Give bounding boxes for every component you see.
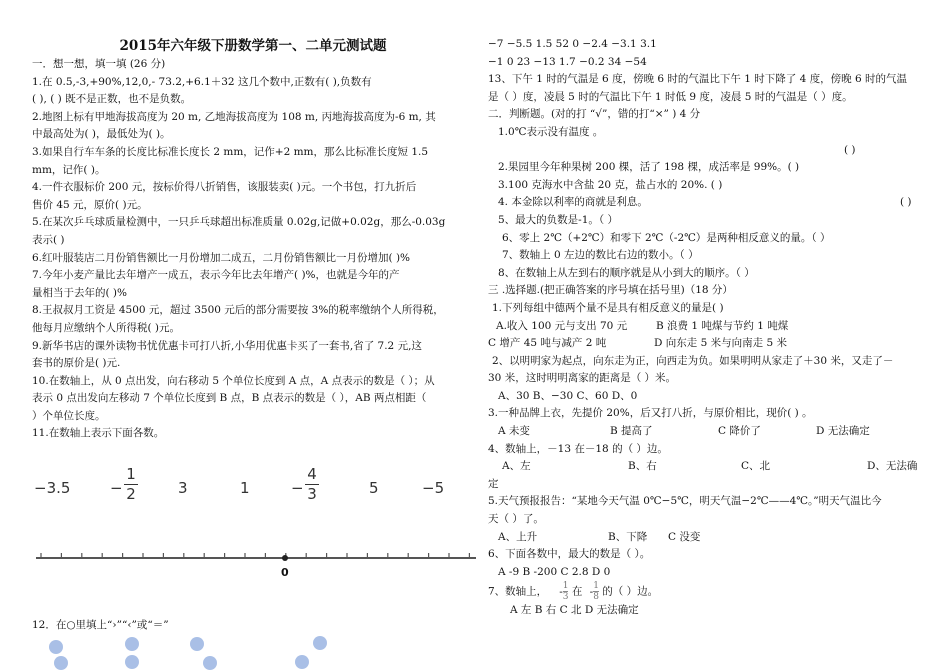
number-label: 1 [240, 479, 250, 497]
judge-8: 8、在数轴上从左到右的顺序就是从小到大的顺序。（ ） [498, 266, 755, 279]
choice-3-option-b: B 提高了 [610, 425, 653, 438]
section-1-heading: 一．想一想，填一填 (26 分) [32, 58, 166, 70]
choice-3-option-c: C 降价了 [718, 425, 761, 438]
choice-7 [488, 581, 928, 602]
question-10-cont: 表示 0 点出发向左移动 7 个单位长度到 B 点，B 点表示的数是（ ），AB 两点相距（ [32, 392, 427, 405]
number-label: 3 [178, 479, 188, 497]
question-9: 9.新华书店的课外读物书忧优惠卡可打八折,小华用优惠卡买了一套书,省了 7.2 元,这 [32, 339, 422, 352]
fraction-numerator: 1 [562, 581, 569, 592]
number-label: 5 [369, 479, 379, 497]
question-9-cont: 套书的原价是( )元. [32, 357, 121, 370]
number-label: − [291, 479, 304, 497]
choice-1-option-a: A.收入 100 元与支出 70 元 [496, 319, 628, 332]
choice-3-option-a: A 未变 [498, 425, 530, 438]
circle-placeholder [49, 640, 63, 654]
choice-4-option-d: D、无法确 [867, 460, 918, 473]
right-column [488, 36, 928, 620]
judge-4-paren: ( ) [900, 196, 912, 209]
judge-7: 7、数轴上 0 左边的数比右边的数小。（ ） [502, 249, 699, 262]
question-3-cont: mm，记作( )。 [32, 163, 106, 176]
question-12: 12．在○里填上“›”“‹”或“＝” [32, 619, 169, 631]
question-3: 3.如果自行车车条的长度比标准长度长 2 mm，记作+2 mm，那么比标准长度短 1.5 [32, 145, 429, 158]
number-label: −5 [422, 479, 445, 497]
question-1: 1.在 0.5,-3,+90%,12,0,- 73.2,+6.1＋32 这几个数中,正数有( ),负数有 [32, 75, 372, 88]
fraction-numerator: 1 [126, 465, 136, 483]
question-2: 2.地图上标有甲地海拔高度为 20 m, 乙地海拔高度为 108 m, 丙地海拔高度为-6 m, 其 [32, 110, 436, 123]
choice-7-frac1-sign: - [559, 585, 563, 598]
choice-2-cont: 30 米，这时明明离家的距离是（ ）米。 [488, 372, 677, 385]
choice-4-option-a: A、左 [502, 460, 531, 473]
origin-point [282, 555, 288, 561]
choice-5-option-a: A、上升 [498, 530, 538, 543]
circle-placeholder [203, 656, 217, 670]
choice-1: 1.下列每组中德两个量不是具有相反意义的量是( ) [492, 301, 724, 314]
choice-1-options-ab [488, 318, 928, 336]
choice-5-options [488, 529, 928, 547]
question-8-cont: 他每月应缴纳个人所得税( )元。 [32, 321, 181, 334]
choice-7-middle: 在 [568, 585, 586, 598]
question-4: 4.一件衣服标价 200 元，按标价得八折销售，该服装卖( )元。一个书包，打九折后 [32, 181, 417, 194]
circle-placeholder [295, 655, 309, 669]
choice-3: 3.一种品牌上衣，先提价 20%，后又打八折，与原价相比，现价( ) 。 [488, 407, 813, 420]
question-11: 11.在数轴上表示下面各数。 [32, 427, 165, 440]
question-13: 13、下午 1 时的气温是 6 度，傍晚 6 时的气温比下午 1 时下降了 4 度，傍晚 6 时的气温 [488, 73, 907, 86]
question-1-cont: ( ), ( ) 既不是正数，也不是负数。 [32, 93, 192, 106]
judge-1-paren: ( ) [844, 143, 856, 156]
fraction-numerator: 4 [307, 465, 317, 483]
fraction-denominator: 8 [593, 592, 599, 603]
choice-1-option-d: D 向东走 5 米与向南走 5 米 [654, 337, 787, 350]
fraction-denominator: 3 [562, 592, 569, 603]
choice-4-option-c: C、北 [741, 460, 771, 473]
choice-5-option-c: C 没变 [668, 530, 701, 543]
choice-4: 4、数轴上，－13 在－18 的（ ）边。 [488, 442, 668, 455]
question-7-cont: 量相当于去年的( )% [32, 286, 128, 299]
page-title: 2015年六年级下册数学第一、二单元测试题 [119, 38, 387, 54]
fraction-numerator: 1 [593, 581, 599, 592]
choice-7-frac2-sign: - [589, 585, 594, 598]
question-13-cont: 是（ ）度，凌晨 5 时的气温比下午 1 时低 9 度，凌晨 5 时的气温是（ ）度。 [488, 90, 853, 103]
choice-1-option-b: B 浪费 1 吨煤与节约 1 吨煤 [656, 319, 789, 332]
choice-1-option-c: C 增产 45 吨与减产 2 吨 [488, 337, 607, 350]
compare-numbers-row-2: −1 0 23 −13 1.7 −0.2 34 −54 [488, 55, 647, 68]
choice-4-options [488, 458, 928, 476]
question-2-cont: 中最高处为( )，最低处为( )。 [32, 128, 171, 141]
judge-3: 3.100 克海水中含盐 20 克，盐占水的 20%. ( ) [498, 178, 723, 191]
question-4-cont: 售价 45 元，原价( )元。 [32, 198, 148, 211]
number-label: − [110, 479, 123, 497]
left-column [32, 0, 474, 443]
circle-placeholder [190, 637, 204, 651]
compare-numbers-row-1: −7 −5.5 1.5 52 0 −2.4 −3.1 3.1 [488, 38, 657, 50]
choice-4-option-d-cont: 定 [488, 477, 499, 490]
choice-3-options [488, 423, 928, 441]
section-3-heading: 三 .选择题.(把正确答案的序号填在括号里)（18 分） [488, 284, 733, 297]
judge-2: 2.果园里今年种果树 200 棵，活了 198 棵，成活率是 99%。( ) [498, 161, 800, 174]
choice-5-cont: 天（ ）了。 [488, 513, 544, 526]
question-6: 6.红叶服装店二月份销售额比一月份增加二成五，二月份销售额比一月份增加( )% [32, 251, 411, 264]
choice-1-options-cd [488, 335, 928, 353]
judge-1: 1.0℃表示没有温度 。 [498, 125, 604, 138]
choice-3-option-d: D 无法确定 [816, 425, 870, 438]
judge-6: 6、零上 2℃（+2℃）和零下 2℃（-2℃）是两种相反意义的量。（ ） [502, 231, 831, 244]
section-2-heading: 二．判断题。(对的打 “√”，错的打“×” ) 4 分 [488, 108, 701, 121]
circle-placeholder [313, 636, 327, 650]
choice-2-options: A、30 B、−30 C、60 D、0 [498, 389, 638, 402]
judge-4-row [488, 194, 928, 212]
choice-2: 2、以明明家为起点，向东走为正，向西走为负。如果明明从家走了＋30 米，又走了－ [492, 354, 894, 367]
circle-placeholder [54, 656, 68, 670]
circle-placeholder [125, 655, 139, 669]
question-10: 10.在数轴上，从 0 点出发，向右移动 5 个单位长度到 A 点，A 点表示的数是（ ）；从 [32, 374, 435, 387]
question-10-cont2: ）个单位长度。 [32, 409, 106, 422]
choice-7-options: A 左 B 右 C 北 D 无法确定 [510, 604, 639, 617]
circle-placeholder [125, 637, 139, 651]
choice-6: 6、下面各数中，最大的数是（ ）。 [488, 548, 651, 561]
choice-6-options: A -9 B -200 C 2.8 D 0 [498, 565, 611, 578]
origin-label: 0 [281, 566, 289, 579]
judge-4: 4. 本金除以利率的商就是利息。 [498, 196, 648, 209]
number-line-exercise [32, 458, 478, 588]
question-7: 7.今年小麦产量比去年增产一成五，表示今年比去年增产( )%，也就是今年的产 [32, 269, 400, 282]
judge-5: 5、最大的负数是-1。（ ） [498, 213, 618, 226]
choice-4-option-b: B、右 [628, 460, 657, 473]
number-line-svg [32, 458, 478, 588]
fraction-denominator: 3 [307, 485, 317, 503]
number-label: −3.5 [34, 479, 71, 497]
choice-7-prefix: 7、数轴上， [488, 585, 548, 598]
choice-7-suffix: 的（ ）边。 [598, 585, 659, 598]
choice-5-option-b: B、下降 [608, 530, 648, 543]
question-8: 8.王叔叔月工资是 4500 元，超过 3500 元后的部分需要按 3%的税率缴纳个人所得税， [32, 304, 444, 317]
choice-5: 5.天气预报报告：“某地今天气温 0℃−5℃，明天气温−2℃——4℃。”明天气温比今 [488, 495, 882, 508]
question-5: 5.在某次乒乓球质量检测中，一只乒乓球超出标准质量 0.02g,记做+0.02g，那么-0.03g [32, 216, 446, 229]
fraction-denominator: 2 [126, 485, 136, 503]
question-5-cont: 表示( ) [32, 233, 65, 246]
